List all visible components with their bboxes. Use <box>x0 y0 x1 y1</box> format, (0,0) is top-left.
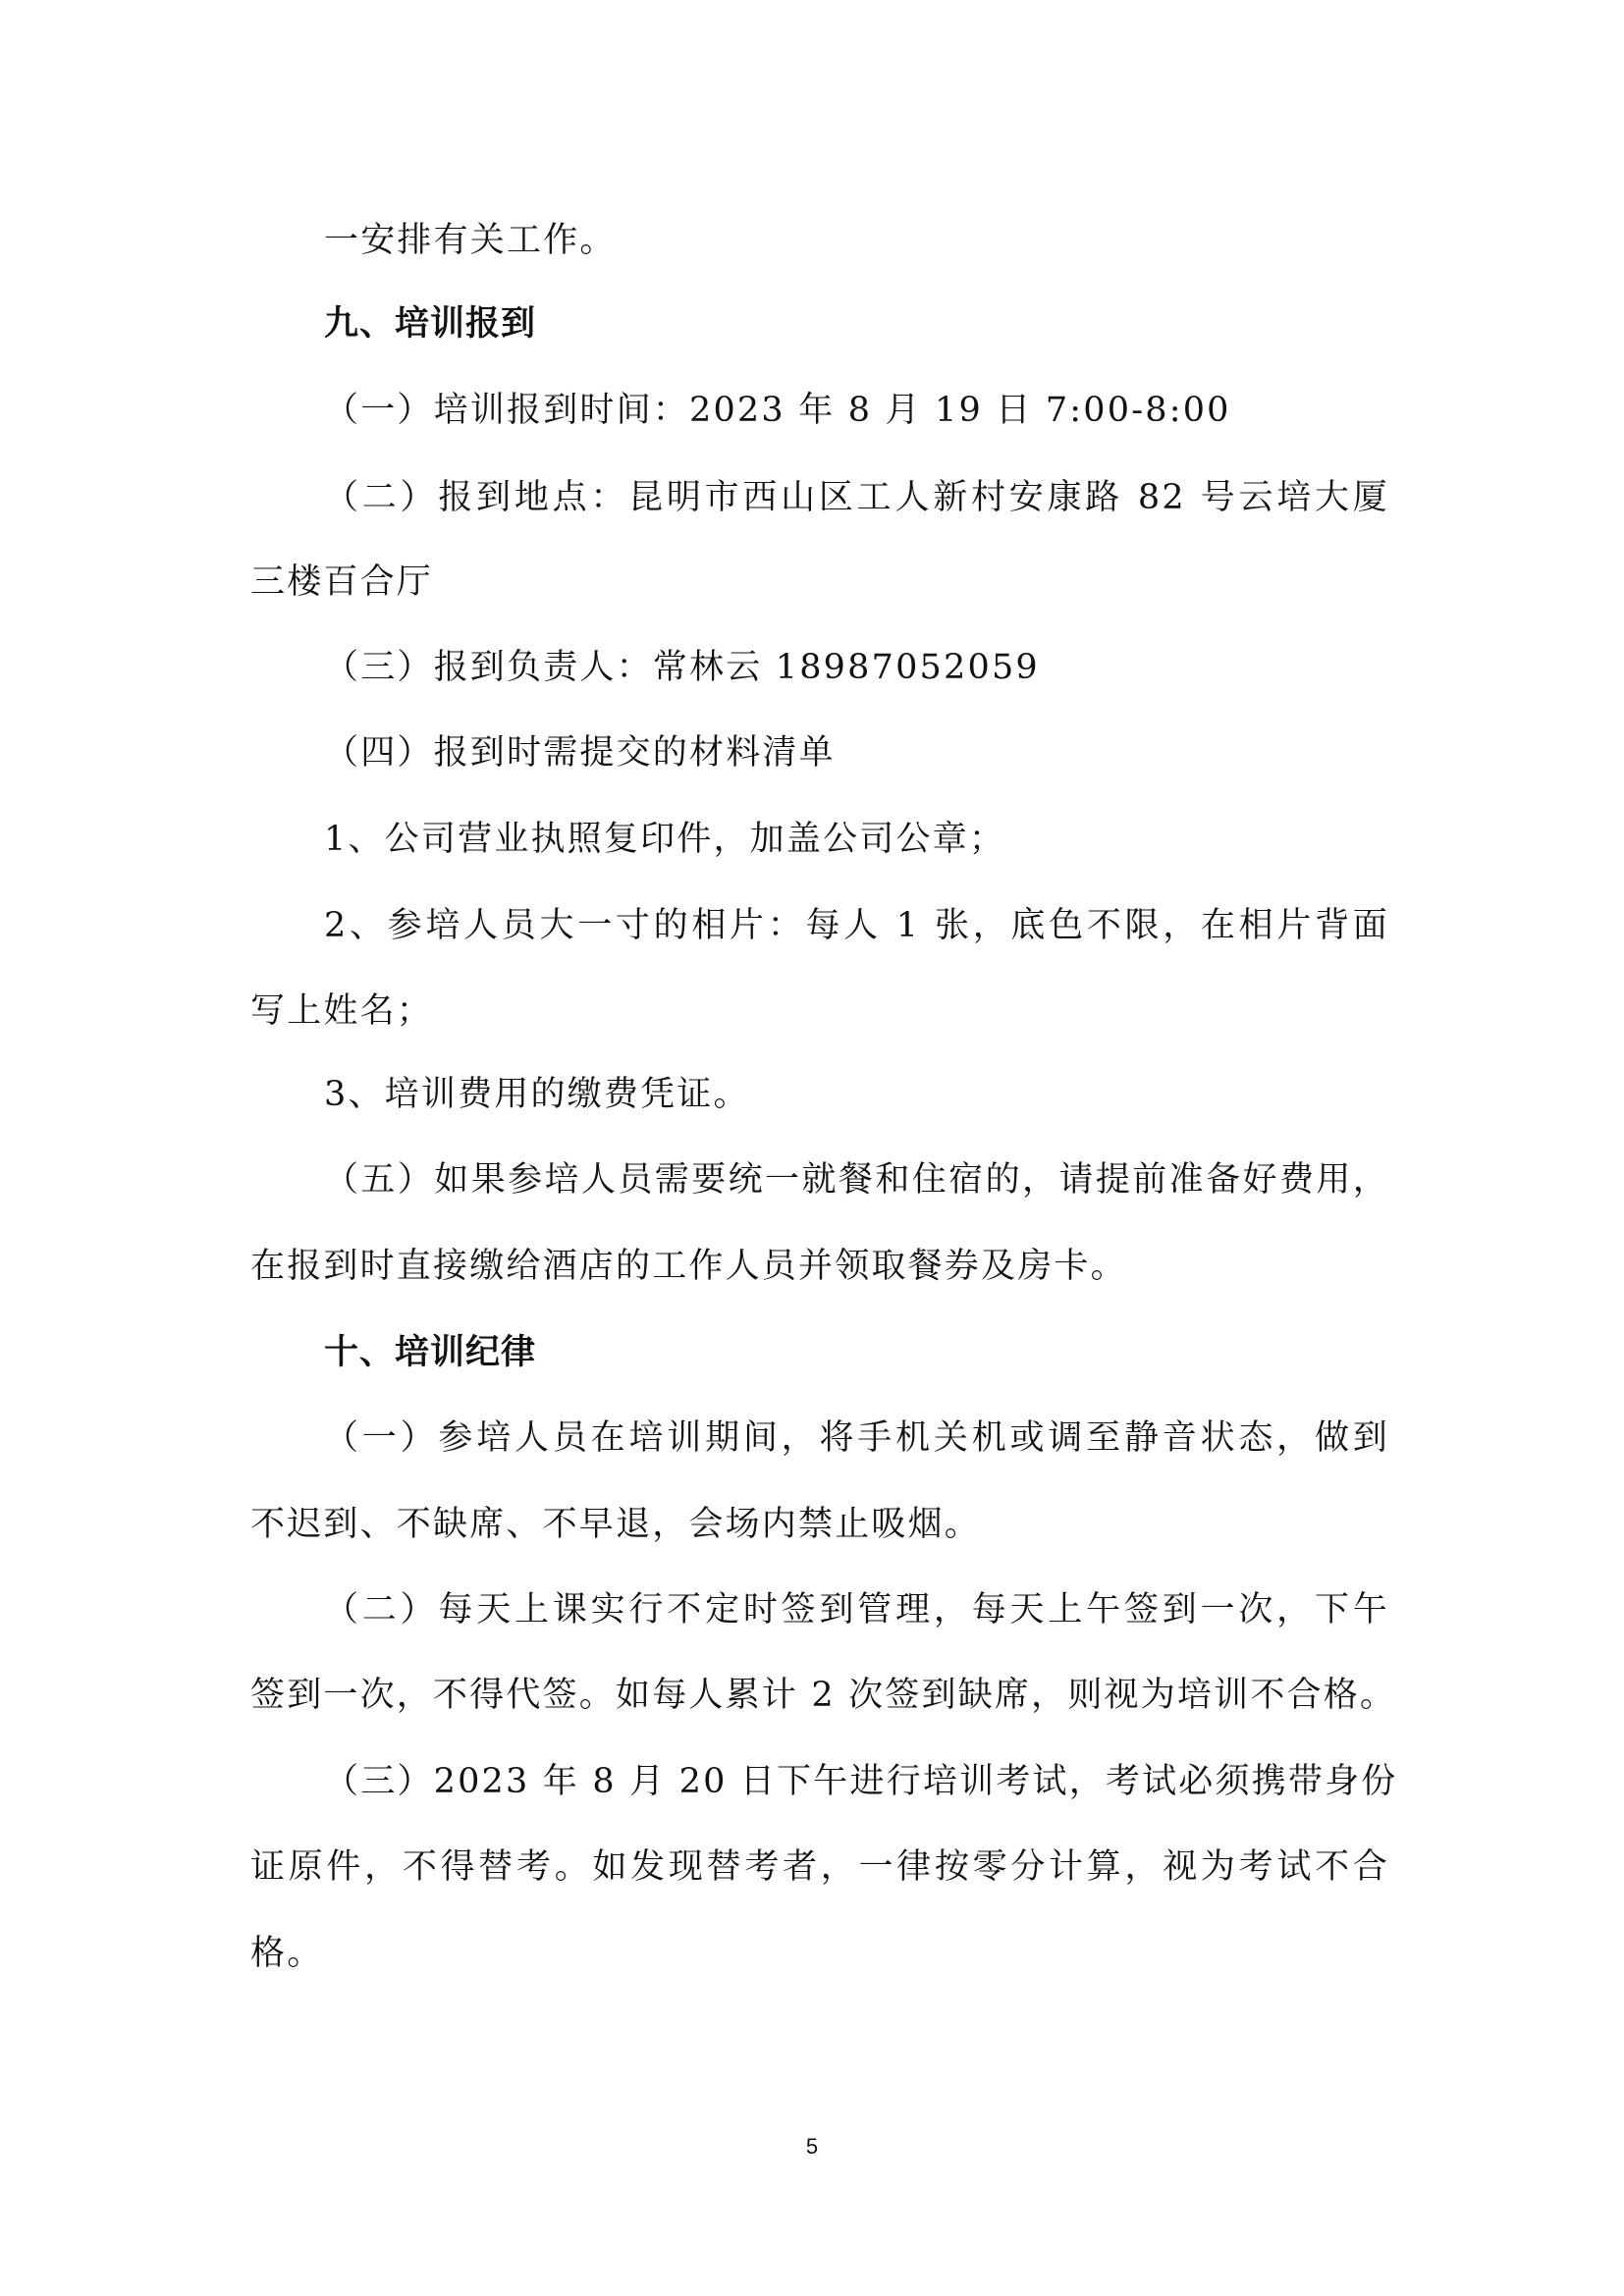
materials-item-2: 2、参培人员大一寸的相片：每人 1 张，底色不限，在相片背面 <box>324 906 1389 945</box>
materials-item-3: 3、培训费用的缴费凭证。 <box>324 1075 750 1114</box>
discipline-rule-2: （二）每天上课实行不定时签到管理，每天上午签到一次，下午 <box>324 1590 1389 1629</box>
discipline-rule-3-end: 格。 <box>250 1934 324 1973</box>
registration-location-cont: 三楼百合厅 <box>250 562 434 602</box>
registration-time: （一）培训报到时间：2023 年 8 月 19 日 7:00-8:00 <box>324 391 1231 430</box>
discipline-rule-3-cont: 证原件，不得替考。如发现替考者，一律按零分计算，视为考试不合 <box>250 1847 1389 1887</box>
meals-lodging-note: （五）如果参培人员需要统一就餐和住宿的，请提前准备好费用， <box>324 1160 1389 1200</box>
materials-list-title: （四）报到时需提交的材料清单 <box>324 733 836 773</box>
discipline-rule-3: （三）2023 年 8 月 20 日下午进行培训考试，考试必须携带身份 <box>324 1762 1398 1801</box>
discipline-rule-2-cont: 签到一次，不得代签。如每人累计 2 次签到缺席，则视为培训不合格。 <box>250 1676 1397 1715</box>
meals-lodging-note-cont: 在报到时直接缴给酒店的工作人员并领取餐券及房卡。 <box>250 1247 1127 1286</box>
section-heading-discipline: 十、培训纪律 <box>324 1333 537 1372</box>
materials-item-1: 1、公司营业执照复印件，加盖公司公章； <box>324 820 1006 859</box>
paragraph-line: 一安排有关工作。 <box>324 221 617 260</box>
discipline-rule-1: （一）参培人员在培训期间，将手机关机或调至静音状态，做到 <box>324 1418 1389 1458</box>
section-heading-registration: 九、培训报到 <box>324 304 537 344</box>
registration-location: （二）报到地点：昆明市西山区工人新村安康路 82 号云培大厦 <box>324 478 1389 517</box>
discipline-rule-1-cont: 不迟到、不缺席、不早退，会场内禁止吸烟。 <box>250 1505 982 1544</box>
page-number: 5 <box>805 2134 819 2159</box>
materials-item-2-cont: 写上姓名； <box>250 991 434 1031</box>
registration-contact: （三）报到负责人：常林云 18987052059 <box>324 648 1040 687</box>
